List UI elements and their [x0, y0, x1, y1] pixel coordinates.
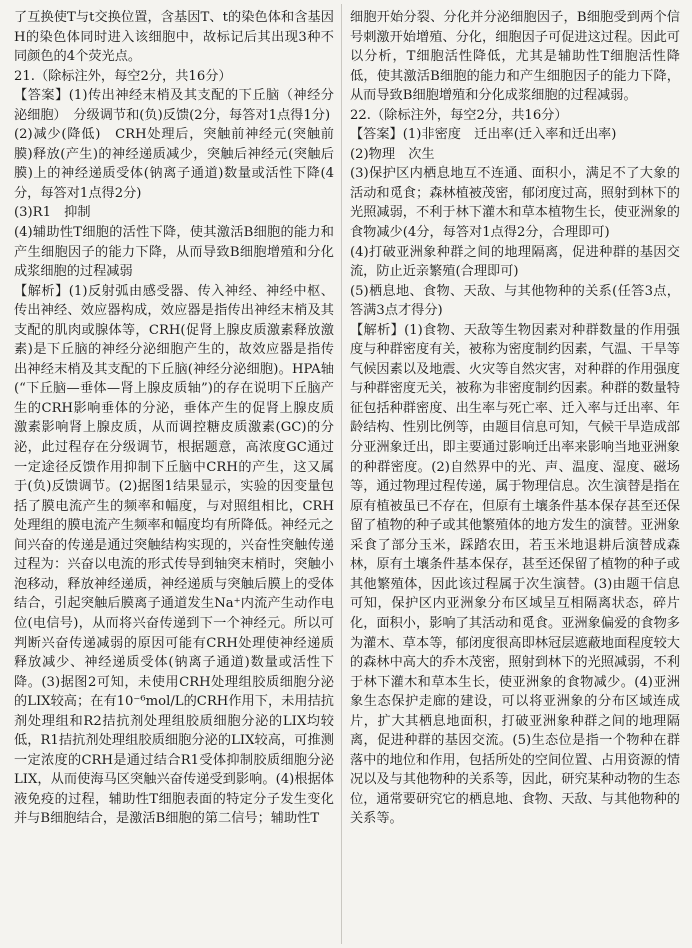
q22-header: 22.（除标注外，每空2分，共16分）	[350, 107, 568, 123]
q22-answer-5: (5)栖息地、食物、天敌、与其他物种的关系(任答3点，答满3点才得分)	[350, 283, 680, 319]
left-column	[14, 8, 334, 829]
q20-tail-paragraph: 了互换使T与t交换位置，含基因T、t的染色体和含基因H的染色体同时进入该细胞中，故标记后其出现3种不同颜色的4个荧光点。	[14, 10, 334, 65]
q21-answer-2: (2)减少(降低) CRH处理后，突触前神经元(突触前膜)释放(产生)的神经递质减少，突触后神经元(突触后膜)上的神经递质受体(钠离子通道)数量或活性下降(4分，每答对1点得2分)	[14, 127, 334, 201]
q22-answer-3: (3)保护区内栖息地互不连通、面积小，满足不了大象的活动和觅食；森林植被茂密，郁闭度过高，照射到林下的光照减弱，不利于林下灌木和草本植物生长，使亚洲象的食物减少(4分，每答对1点得2分，合理即可)	[350, 166, 680, 241]
q21-analysis: 【解析】(1)反射弧由感受器、传入神经、神经中枢、传出神经、效应器构成，效应器是指传出神经末梢及其支配的肌肉或腺体等，CRH(促肾上腺皮质激素释放激素)是下丘脑的神经分泌细胞产生的，故效应器是指传出神经末梢及其支配的下丘脑(神经分泌细胞)。HPA轴(“下丘脑—垂体—肾上腺皮质轴”)的存在说明下丘脑产生的CRH影响垂体的分泌，垂体产生的促肾上腺皮质激素影响肾上腺皮质，从而调控糖皮质激素(GC)的分泌，此过程存在分级调节，根据题意，高浓度GC通过一定途径反馈作用抑制下丘脑中CRH的产生，这又属于(负)反馈调节。(2)据图1结果显示，实验的因变量包括了膜电流产生的频率和幅度，与对照组相比，CRH处理组的膜电流产生频率和幅度均有所降低。神经元之间兴奋的传递是通过突触结构实现的，兴奋性突触传递过程为：兴奋以电流的形式传导到轴突末梢时，突触小泡移动，释放神经递质，神经递质与突触后膜上的受体结合，引起突触后膜离子通道发生Na⁺内流产生动作电位(电信号)，从而将兴奋传递到下一个神经元。所以可判断兴奋传递减弱的原因可能有CRH处理使神经递质释放减少、神经递质受体(钠离子通道)数量或活性下降。(3)据图2可知，未使用CRH处理组胶质细胞分泌的LIX较高；在有10⁻⁶mol/L的CRH作用下，未用拮抗剂处理组和R2拮抗剂处理组胶质细胞分泌的LIX均较低，R1拮抗剂处理组胶质细胞分泌的LIX较高，可推测一定浓度的CRH是通过结合R1受体抑制胶质细胞分泌LIX，从而使海马区突触兴奋传递受到影响。(4)根据体液免疫的过程，辅助性T细胞表面的特定分子发生变化并与B细胞结合，是激活B细胞的第二信号；辅助性T	[14, 283, 334, 827]
q21-analysis-continued: 细胞开始分裂、分化并分泌细胞因子，B细胞受到两个信号刺激开始增殖、分化，细胞因子可促进这过程。因此可以分析，T细胞活性降低，尤其是辅助性T细胞活性降低，使其激活B细胞的能力和产生细胞因子的能力下降，从而导致B细胞增殖和分化成浆细胞的过程减弱。	[350, 10, 680, 104]
q22-answer-2: (2)物理 次生	[350, 146, 435, 162]
q21-answer-1: 【答案】(1)传出神经末梢及其支配的下丘脑（神经分泌细胞） 分级调节和(负)反馈(2分，每答对1点得1分)	[14, 88, 334, 123]
right-column	[350, 8, 680, 829]
q21-header: 21.（除标注外，每空2分，共16分）	[14, 68, 232, 84]
q21-answer-4: (4)辅助性T细胞的活性下降，使其激活B细胞的能力和产生细胞因子的能力下降，从而导致B细胞增殖和分化成浆细胞的过程减弱	[14, 225, 334, 280]
column-divider	[341, 4, 342, 944]
q22-answer-1: 【答案】(1)非密度 迁出率(迁入率和迁出率)	[350, 127, 617, 143]
q22-answer-4: (4)打破亚洲象种群之间的地理隔离，促进种群的基因交流，防止近亲繁殖(合理即可)	[350, 244, 680, 280]
q22-analysis: 【解析】(1)食物、天敌等生物因素对种群数量的作用强度与种群密度有关，被称为密度制约因素，气温、干旱等气候因素以及地震、火灾等自然灾害，对种群的作用强度与种群密度无关，被称为非密度制约因素。种群的数量特征包括种群密度、出生率与死亡率、迁入率与迁出率、年龄结构、性别比例等，由题目信息可知，气候干旱造成部分亚洲象迁出，即主要通过影响迁出率来影响当地亚洲象的种群密度。(2)自然界中的光、声、温度、湿度、磁场等，通过物理过程传递，属于物理信息。次生演替是指在原有植被虽已不存在，但原有土壤条件基本保存甚至还保留了植物的种子或其他繁殖体的地方发生的演替。亚洲象采食了部分玉米，踩踏农田，若玉米地退耕后演替成森林，原有土壤条件基本保存，甚至还保留了植物的种子或其他繁殖体，因此该过程属于次生演替。(3)由题干信息可知，保护区内亚洲象分布区域呈互相隔离状态，碎片化，面积小，影响了其活动和觅食。亚洲象偏爱的食物多为灌木、草本等，郁闭度很高即林冠层遮蔽地面程度较大的森林中高大的乔木茂密，照射到林下的光照减弱，不利于林下灌木和草本生长，使亚洲象的食物减少。(4)亚洲象生态保护走廊的建设，可以将亚洲象的分布区域连成片，扩大其栖息地面积，打破亚洲象种群之间的地理隔离，促进种群的基因交流。(5)生态位是指一个物种在群落中的地位和作用，包括所处的空间位置、占用资源的情况以及与其他物种的关系等，因此，研究某种动物的生态位，通常要研究它的栖息地、食物、天敌、与其他物种的关系等。	[350, 322, 680, 827]
q21-answer-3: (3)R1 抑制	[14, 205, 91, 221]
